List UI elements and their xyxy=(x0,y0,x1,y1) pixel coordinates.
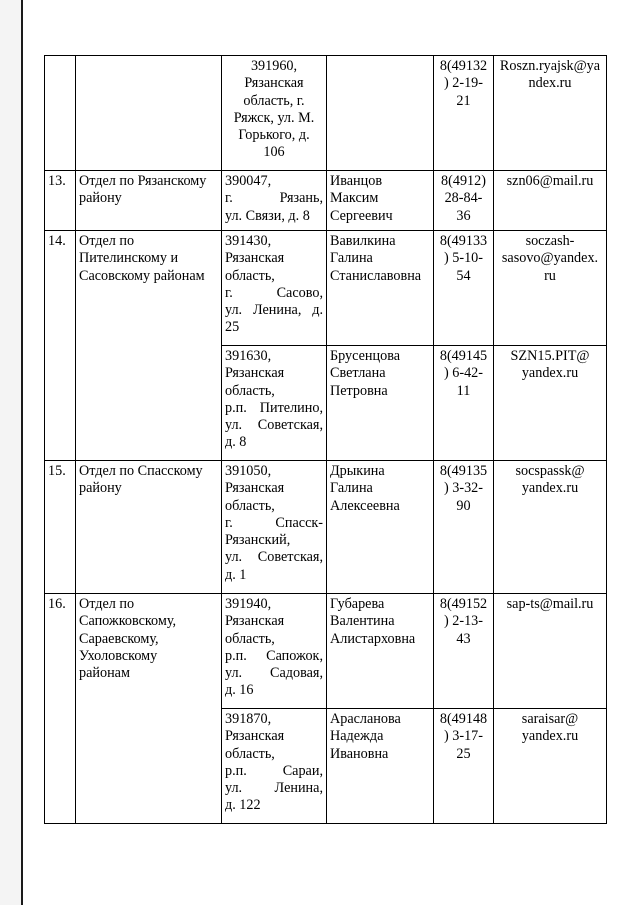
department-line: Отдел по Спасскому xyxy=(79,463,203,479)
phone-line: ) 2-19- xyxy=(443,75,483,92)
person-cell xyxy=(327,231,434,346)
phone-line: 8(49145 xyxy=(439,348,488,364)
email-cell xyxy=(494,594,607,709)
phone-cell xyxy=(434,56,494,171)
address-line: ул. Советская, xyxy=(225,417,323,434)
phone-line: 8(49132 xyxy=(439,58,488,74)
department-line: районам xyxy=(79,665,130,682)
department-line: Пителинскому и xyxy=(79,250,179,267)
person-line: Губарева xyxy=(330,596,385,612)
phone-line: 11 xyxy=(456,382,471,399)
address-line: ул. Ленина, xyxy=(225,780,323,797)
department-line: Ухоловскому xyxy=(79,647,158,664)
phone-cell xyxy=(434,231,494,346)
person-line: Арасланова xyxy=(330,711,401,727)
phone-line: 36 xyxy=(456,207,471,224)
address-line: р.п. Сараи, xyxy=(225,762,323,779)
person-line: Галина xyxy=(330,480,373,497)
department-line: Отдел по xyxy=(79,233,135,249)
phone-line: ) 6-42- xyxy=(443,365,483,382)
email-cell xyxy=(494,346,607,461)
phone-line: 8(49133 xyxy=(439,233,488,249)
phone-cell xyxy=(434,594,494,709)
table-row xyxy=(45,56,607,171)
person-line: Валентина xyxy=(330,613,395,630)
address-line: 391960, xyxy=(250,58,298,74)
scan-left-margin xyxy=(0,0,22,905)
email-line: ru xyxy=(544,267,556,284)
phone-line: 54 xyxy=(456,267,471,284)
phone-line: ) 2-13- xyxy=(443,613,483,630)
email-line: soczash- xyxy=(525,233,575,249)
address-line: Рязанская xyxy=(225,250,285,267)
address-line: д. 16 xyxy=(225,682,254,699)
person-line: Надежда xyxy=(330,728,384,745)
department-cell xyxy=(76,56,222,171)
address-line: Рязанская xyxy=(244,75,304,92)
table-row xyxy=(45,594,607,709)
email-cell xyxy=(494,171,607,231)
email-line: Roszn.ryajsk@ya xyxy=(499,58,601,74)
person-line: Алексеевна xyxy=(330,497,400,514)
phone-line: 43 xyxy=(456,630,471,647)
email-line: yandex.ru xyxy=(521,365,579,382)
person-line: Максим xyxy=(330,190,379,207)
address-line: область, xyxy=(225,630,275,647)
table-row xyxy=(45,231,607,346)
address-line: 391630, xyxy=(225,348,272,364)
phone-line: 28-84- xyxy=(444,190,483,207)
department-line: району xyxy=(79,190,122,207)
address-line: область, xyxy=(225,267,275,284)
phone-cell xyxy=(434,346,494,461)
address-line: р.п. Пителино, xyxy=(225,399,323,416)
address-line: Рязанская xyxy=(225,365,285,382)
email-line: socspassk@ xyxy=(515,463,585,479)
department-cell xyxy=(76,461,222,594)
row-number-cell: 15. xyxy=(45,461,76,594)
address-line: 25 xyxy=(225,319,240,336)
scan-left-edge-line xyxy=(21,0,23,905)
department-line: Отдел по xyxy=(79,596,135,612)
address-cell xyxy=(222,231,327,346)
email-line: sasovo@yandex. xyxy=(501,250,599,267)
table-row xyxy=(45,171,607,231)
address-line: ул. Связи, д. 8 xyxy=(225,207,310,224)
address-line: д. 8 xyxy=(225,434,247,451)
phone-cell xyxy=(434,461,494,594)
row-number-cell: 14. xyxy=(45,231,76,461)
phone-line: 8(4912) xyxy=(441,173,486,189)
person-cell xyxy=(327,709,434,824)
address-cell xyxy=(222,594,327,709)
department-line: району xyxy=(79,480,122,497)
person-line: Сергеевич xyxy=(330,207,393,224)
address-line: область, xyxy=(225,745,275,762)
row-number-cell xyxy=(45,56,76,171)
phone-line: ) 5-10- xyxy=(443,250,483,267)
address-cell xyxy=(222,171,327,231)
address-line: 390047, xyxy=(225,173,272,189)
address-line: ул. Советская, xyxy=(225,549,323,566)
person-line: Станиславовна xyxy=(330,267,422,284)
phone-line: 8(49152 xyxy=(439,596,488,612)
department-line: Сасовскому районам xyxy=(79,267,205,284)
email-line: yandex.ru xyxy=(521,728,579,745)
address-line: г. Спасск- xyxy=(225,514,323,531)
department-line: Сапожковскому, xyxy=(79,613,177,630)
address-line: 391050, xyxy=(225,463,272,479)
phone-line: ) 3-17- xyxy=(443,728,483,745)
department-cell xyxy=(76,594,222,824)
department-line: Сараевскому, xyxy=(79,630,159,647)
person-line: Ивановна xyxy=(330,745,389,762)
person-cell xyxy=(327,346,434,461)
address-line: Рязанская xyxy=(225,613,285,630)
email-cell xyxy=(494,461,607,594)
phone-line: 8(49148 xyxy=(439,711,488,727)
email-line: saraisar@ xyxy=(521,711,579,727)
address-line: Ряжск, ул. М. xyxy=(233,109,315,126)
person-cell xyxy=(327,594,434,709)
address-cell xyxy=(222,709,327,824)
address-line: ул. Ленина, д. xyxy=(225,302,323,319)
address-line: 391870, xyxy=(225,711,272,727)
contacts-table xyxy=(44,55,607,824)
row-number-cell: 13. xyxy=(45,171,76,231)
email-line: ndex.ru xyxy=(528,75,572,92)
address-line: 391430, xyxy=(225,233,272,249)
address-cell xyxy=(222,346,327,461)
person-line: Вавилкина xyxy=(330,233,396,249)
phone-line: 25 xyxy=(456,745,471,762)
person-line: Галина xyxy=(330,250,373,267)
address-line: р.п. Сапожок, xyxy=(225,647,323,664)
table-row xyxy=(45,461,607,594)
email-line: szn06@mail.ru xyxy=(506,173,594,189)
address-line: ул. Садовая, xyxy=(225,665,323,682)
department-line: Отдел по Рязанскому xyxy=(79,173,207,189)
email-line: yandex.ru xyxy=(521,480,579,497)
person-cell xyxy=(327,56,434,171)
person-line: Иванцов xyxy=(330,173,383,189)
person-cell xyxy=(327,171,434,231)
address-line: 106 xyxy=(263,144,285,161)
address-line: область, г. xyxy=(243,92,305,109)
address-line: Рязанский, xyxy=(225,532,291,549)
address-line: д. 1 xyxy=(225,566,247,583)
address-line: область, xyxy=(225,497,275,514)
email-cell xyxy=(494,56,607,171)
address-line: Рязанская xyxy=(225,728,285,745)
email-cell xyxy=(494,231,607,346)
address-line: г. Сасово, xyxy=(225,284,323,301)
person-line: Светлана xyxy=(330,365,386,382)
phone-line: 21 xyxy=(456,92,471,109)
email-cell xyxy=(494,709,607,824)
department-cell xyxy=(76,231,222,461)
address-cell xyxy=(222,56,327,171)
address-cell xyxy=(222,461,327,594)
address-line: Рязанская xyxy=(225,480,285,497)
address-line: 391940, xyxy=(225,596,272,612)
phone-line: 8(49135 xyxy=(439,463,488,479)
address-line: область, xyxy=(225,382,275,399)
email-line: sap-ts@mail.ru xyxy=(506,596,594,612)
email-line: SZN15.PIT@ xyxy=(510,348,590,364)
department-cell xyxy=(76,171,222,231)
person-line: Дрыкина xyxy=(330,463,385,479)
phone-line: 90 xyxy=(456,497,471,514)
address-line: Горького, д. xyxy=(238,127,310,144)
contacts-table-body xyxy=(45,56,607,824)
row-number-cell: 16. xyxy=(45,594,76,824)
address-line: г. Рязань, xyxy=(225,190,323,207)
phone-cell xyxy=(434,709,494,824)
person-cell xyxy=(327,461,434,594)
person-line: Петровна xyxy=(330,382,388,399)
person-line: Брусенцова xyxy=(330,348,401,364)
phone-cell xyxy=(434,171,494,231)
phone-line: ) 3-32- xyxy=(443,480,483,497)
address-line: д. 122 xyxy=(225,797,261,814)
person-line: Алистарховна xyxy=(330,630,416,647)
